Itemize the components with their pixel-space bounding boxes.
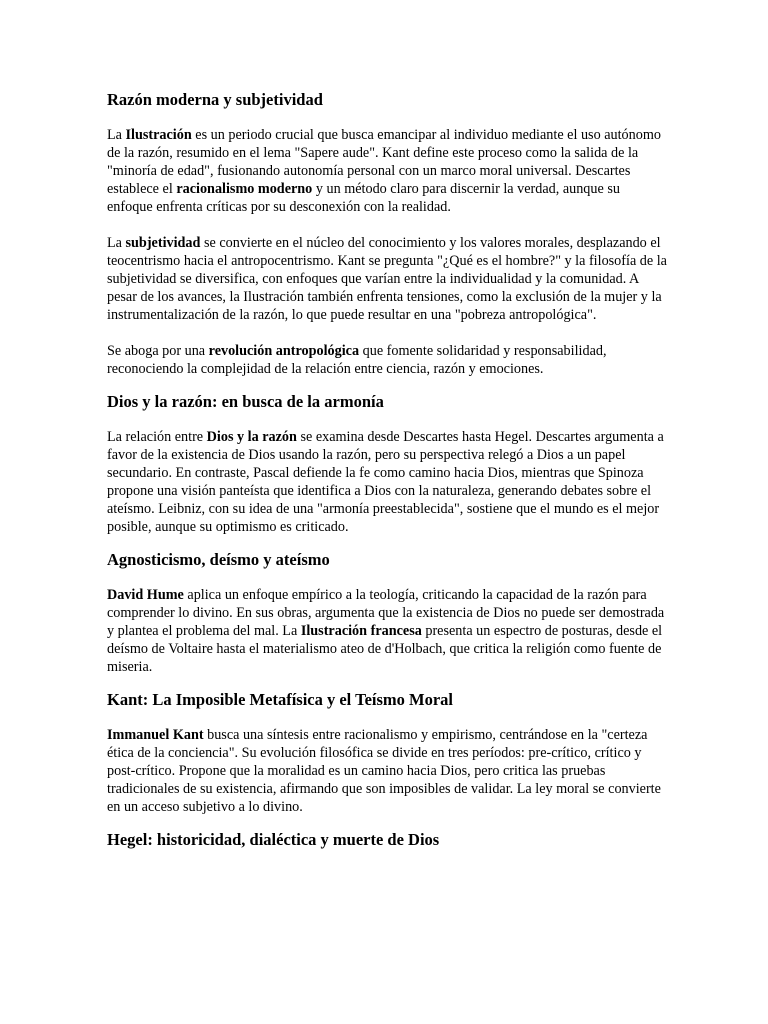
section-heading-hegel: Hegel: historicidad, dialéctica y muerte de Dios: [107, 830, 440, 849]
paragraph-revolucion: Se aboga por una revolución antropológica que fomente solidaridad y responsabilidad, reconociendo la complejidad de la relación entre ciencia, razón y emociones.: [107, 343, 607, 377]
bold-term: Ilustración francesa: [300, 623, 422, 639]
bold-term: racionalismo moderno: [176, 181, 313, 197]
section-heading-kant: Kant: La Imposible Metafísica y el Teísmo Moral: [107, 690, 454, 709]
bold-term: subjetividad: [125, 235, 201, 251]
section-heading-razon-moderna: Razón moderna y subjetividad: [107, 90, 323, 109]
paragraph-subjetividad: La subjetividad se convierte en el núcleo del conocimiento y los valores morales, desplazando el teocentrismo hacia el antropocentrismo. Kant se pregunta "¿Qué es el hombre?" y la filosofía de la subjetividad se diversifica, con enfoques que varían entre la individualidad y la comunidad. A pesar de los avances, la Ilustración también enfrenta tensiones, como la exclusión de la mujer y la instrumentalización de la razón, lo que puede resultar en una "pobreza antropológica".: [107, 235, 667, 323]
document-page: [107, 88, 667, 852]
section-heading-dios-razon: Dios y la razón: en busca de la armonía: [107, 392, 384, 411]
bold-term: revolución antropológica: [208, 343, 360, 359]
paragraph-dios-razon: La relación entre Dios y la razón se examina desde Descartes hasta Hegel. Descartes argumenta a favor de la existencia de Dios usando la razón, pero su perspectiva relegó a Dios a un papel secundario. En contraste, Pascal defiende la fe como camino hacia Dios, mientras que Spinoza propone una visión panteísta que identifica a Dios con la naturaleza, generando debates sobre el ateísmo. Leibniz, con su idea de una "armonía preestablecida", sostiene que el mundo es el mejor posible, aunque su optimismo es criticado.: [107, 429, 664, 535]
bold-term: David Hume: [107, 587, 184, 603]
bold-term: Dios y la razón: [206, 429, 297, 445]
paragraph-ilustracion: La Ilustración es un periodo crucial que busca emancipar al individuo mediante el uso autónomo de la razón, resumido en el lema "Sapere aude". Kant define este proceso como la salida de la "minoría de edad", fusionando autonomía personal con un marco moral universal. Descartes establece el racionalismo moderno y un método claro para discernir la verdad, aunque su enfoque enfrenta críticas por su desconexión con la realidad.: [107, 127, 661, 215]
section-heading-agnosticismo: Agnosticismo, deísmo y ateísmo: [107, 550, 330, 569]
paragraph-kant: Immanuel Kant busca una síntesis entre racionalismo y empirismo, centrándose en la "certeza ética de la conciencia". Su evolución filosófica se divide en tres períodos: pre-crítico, crítico y post-crítico. Propone que la moralidad es un camino hacia Dios, pero critica las pruebas tradicionales de su existencia, afirmando que son imposibles de validar. La ley moral se convierte en un acceso subjetivo a lo divino.: [107, 727, 661, 815]
paragraph-hume: David Hume aplica un enfoque empírico a la teología, criticando la capacidad de la razón para comprender lo divino. En sus obras, argumenta que la existencia de Dios no puede ser demostrada y plantea el problema del mal. La Ilustración francesa presenta un espectro de posturas, desde el deísmo de Voltaire hasta el materialismo ateo de d'Holbach, que critica la religión como fuente de miseria.: [107, 587, 665, 675]
bold-term: Ilustración: [125, 127, 192, 143]
bold-term: Immanuel Kant: [107, 727, 204, 743]
